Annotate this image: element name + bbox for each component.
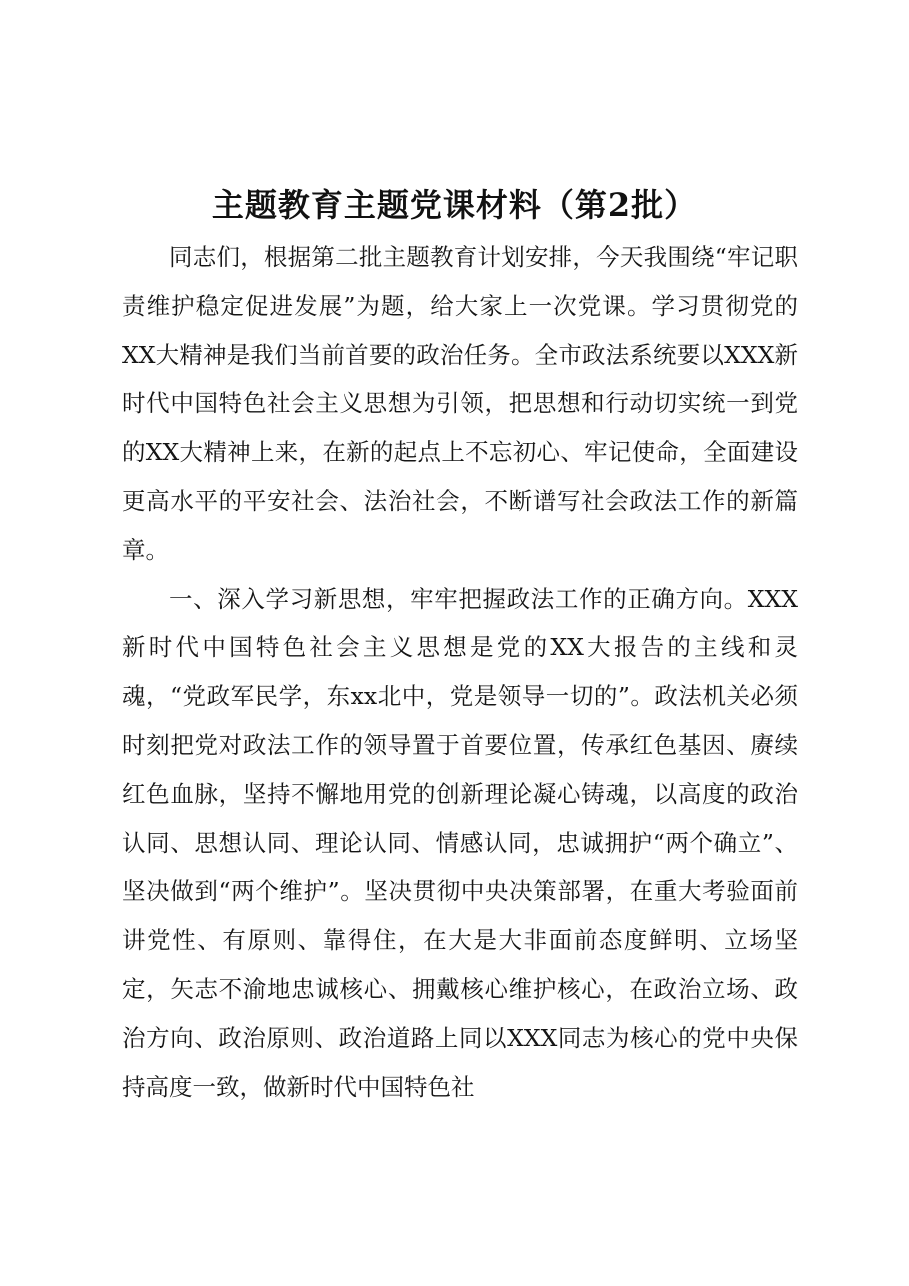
document-title: 主题教育主题党课材料（第2批） xyxy=(211,186,698,224)
paragraph-section-one: 一、深入学习新思想，牢牢把握政法工作的正确方向。XXX新时代中国特色社会主义思想是党的XX大报告的主线和灵魂，“党政军民学，东xx北中，党是领导一切的”。政法机关必须时刻把党对政法工作的领导置于首要位置，传承红色基因、赓续红色血脉，坚持不懈地用党的创新理论凝心铸魂，以高度的政治认同、思想认同、理论认同、情感认同，忠诚拥护“两个确立”、坚决做到“两个维护”。坚决贯彻中央决策部署，在重大考验面前讲党性、有原则、靠得住，在大是大非面前态度鲜明、立场坚定，矢志不渝地忠诚核心、拥戴核心维护核心，在政治立场、政治方向、政治原则、政治道路上同以XXX同志为核心的党中央保持高度一致，做新时代中国特色社 xyxy=(122,584,798,1101)
document-body xyxy=(122,233,798,1111)
paragraph-intro: 同志们，根据第二批主题教育计划安排，今天我围绕“牢记职责维护稳定促进发展”为题，给大家上一次党课。学习贯彻党的XX大精神是我们当前首要的政治任务。全市政法系统要以XXX新时代中国特色社会主义思想为引领，把思想和行动切实统一到党的XX大精神上来，在新的起点上不忘初心、牢记使命，全面建设更高水平的平安社会、法治社会，不断谱写社会政法工作的新篇章。 xyxy=(122,243,798,564)
